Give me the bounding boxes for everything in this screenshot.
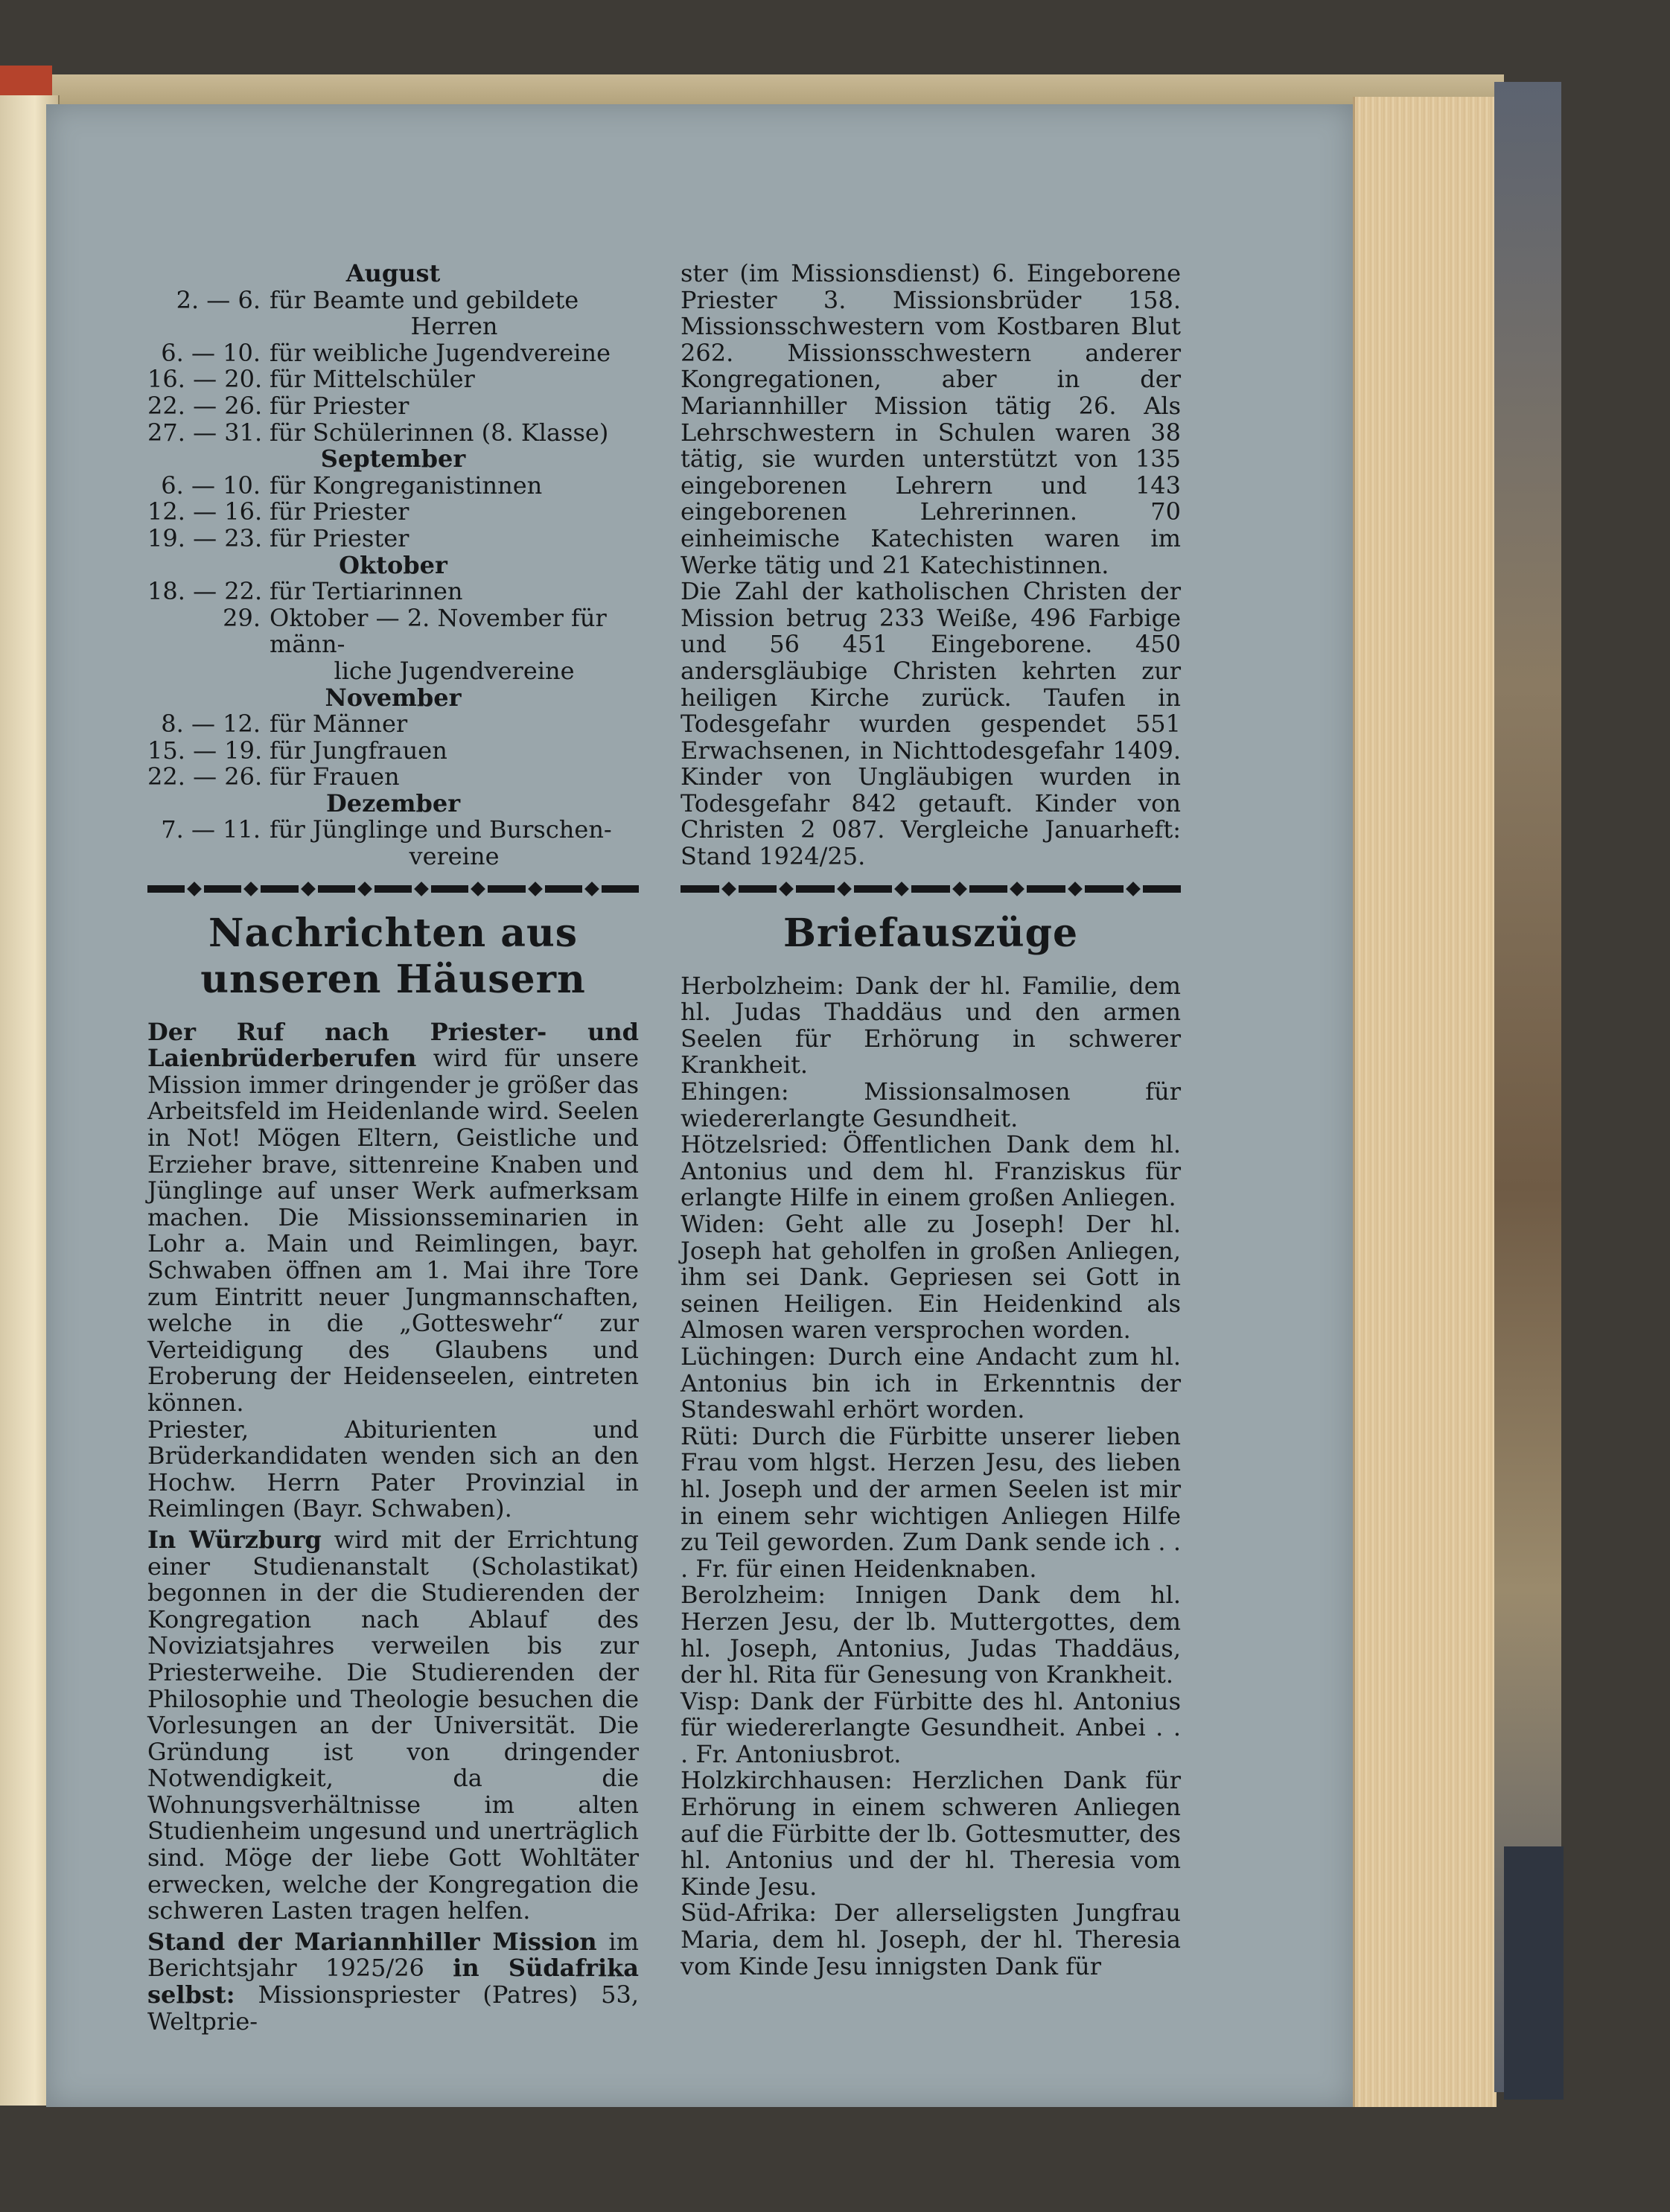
event-date: 16. — 20.	[147, 365, 263, 394]
marbled-cover	[1494, 82, 1561, 2092]
event-text: für Jungfrauen	[270, 736, 447, 765]
paragraph-lead: Der Ruf nach Priester- und Laienbrüderberufen	[147, 1017, 639, 1073]
paragraph-text: wird mit der Errichtung einer Studienanstalt (Scholastikat) begonnen in der die Studierenden der Kongregation nach Ablauf des Noviziatsjahres verweilen bis zur Priesterweihe. Die Studierenden der Philosophie und Theologie besuchen die Vorlesungen an der Universität. Die Gründung ist von dringender Notwendigkeit, da die Wohnungsverhältnisse im alten Studienheim ungesund und unerträglich sind. Möge der liebe Gott Wohltäter erwecken, welche der Kongregation die schweren Lasten tragen helfen.	[147, 1525, 639, 1925]
event-text: Oktober — 2. November für männ-	[270, 603, 607, 659]
event-date: 27. — 31.	[147, 418, 263, 447]
event-row	[147, 523, 639, 552]
right-column	[681, 261, 1181, 1980]
left-column	[147, 261, 639, 2035]
event-date: 7. — 11.	[161, 815, 261, 844]
event-text: für Priester	[270, 497, 409, 526]
event-row	[147, 340, 639, 367]
paragraph-lead: Stand der Mariannhiller Mission	[147, 1927, 597, 1956]
paragraph-text: wird für unsere Mission immer dringender je größer das Arbeitsfeld im Heidenlande wird. Seelen in Not! Mögen Eltern, Geistliche und Erzieher brave, sittenreine Knaben und Jünglinge auf unser Werk aufmerksam machen. Die Missionsseminarien in Lohr a. Main und Reimlingen, bayr. Schwaben öffnen am 1. Mai ihre Tore zum Eintritt neuer Jungmannschaften, welche in die „Gotteswehr“ zur Verteidigung des Glaubens und Eroberung der Heidenseelen, eintreten können.	[147, 1044, 639, 1417]
event-date: 29.	[223, 603, 261, 632]
event-text: für Beamte und gebildete	[270, 285, 579, 314]
paragraph	[147, 1929, 639, 2035]
event-text-cont: vereine	[409, 842, 500, 871]
event-text: für Jünglinge und Burschen-	[270, 815, 612, 844]
letter-entry: Rüti: Durch die Fürbitte unserer lieben Frau vom hlgst. Herzen Jesu, des lieben hl. Joseph und der armen Seelen ist mir in einem sehr wichtigen Anliegen Hilfe zu Teil geworden. Zum Dank sende ich . . . Fr. für einen Heidenknaben.	[681, 1421, 1181, 1583]
event-row	[147, 473, 639, 500]
event-row	[147, 420, 639, 447]
letter-entry: Süd-Afrika: Der allerseligsten Jungfrau Maria, dem hl. Joseph, der hl. Theresia vom Kinde Jesu innigsten Dank für	[681, 1899, 1181, 1980]
letter-entry: Lüchingen: Durch eine Andacht zum hl. Antonius bin ich in Erkenntnis der Standeswahl erhört worden.	[681, 1342, 1181, 1424]
letter-entry: Holzkirchhausen: Herzlichen Dank für Erhörung in einem schweren Anliegen auf die Fürbitte der lb. Gottesmutter, des hl. Antonius und der hl. Theresia vom Kinde Jesu.	[681, 1766, 1181, 1901]
event-date: 15. — 19.	[147, 736, 263, 765]
event-text: für Tertiarinnen	[270, 577, 463, 606]
event-row	[147, 393, 639, 420]
paragraph-text: im Berichtsjahr 1925/26	[147, 1927, 640, 1983]
section-heading: Nachrichten aus unseren Häusern	[200, 910, 586, 1002]
ornamental-divider	[681, 881, 1181, 897]
event-row	[147, 738, 639, 765]
month-heading: August	[345, 259, 441, 287]
event-row	[147, 711, 639, 738]
letter-entry: Ehingen: Missionsalmosen für wiedererlangte Gesundheit.	[681, 1077, 1181, 1132]
paragraph-lead: In Würzburg	[147, 1525, 322, 1554]
paragraph-lead-2: in Südafrika selbst:	[147, 1954, 639, 2009]
event-row	[147, 499, 639, 526]
paragraph: ster (im Missionsdienst) 6. Eingeborene Priester 3. Missionsbrüder 158. Missionsschwestern vom Kostbaren Blut 262. Missionsschwestern anderer Kongregationen, aber in der Mariannhiller Mission tätig 26. Als Lehrschwestern in Schulen waren 38 tätig, sie wurden unterstützt von 135 eingeborenen Lehrern und 143 eingeborenen Lehrerinnen. 70 einheimische Katechisten waren im Werke tätig und 21 Katechistinnen.	[681, 259, 1181, 579]
event-row	[147, 579, 639, 605]
event-text: für Frauen	[270, 762, 400, 791]
cover-corner	[1504, 1846, 1564, 2100]
event-date: 6. — 10.	[161, 338, 261, 367]
event-date: 6. — 10.	[161, 471, 261, 500]
month-heading: Dezember	[325, 788, 461, 817]
event-row	[147, 764, 639, 791]
ornamental-divider	[147, 881, 639, 897]
event-text: für Mittelschüler	[270, 365, 475, 394]
event-text: für Schülerinnen (8. Klasse)	[270, 418, 609, 447]
letter-entry: Hötzelsried: Öffentlichen Dank dem hl. Antonius und dem hl. Franziskus für erlangte Hilfe in einem großen Anliegen.	[681, 1130, 1181, 1212]
letter-entry: Widen: Geht alle zu Joseph! Der hl. Joseph hat geholfen in großen Anliegen, ihm sei Dank. Gepriesen sei Gott in seinen Heiligen. Ein Heidenkind als Almosen waren versprochen worden.	[681, 1210, 1181, 1345]
paragraph	[147, 1527, 639, 1925]
event-date: 12. — 16.	[147, 497, 263, 526]
paragraph: Die Zahl der katholischen Christen der Mission betrug 233 Weiße, 496 Farbige und 56 451 Eingeborene. 450 andersgläubige Christen kehrten zur heiligen Kirche zurück. Taufen in Todesgefahr wurden gespendet 551 Erwachsenen, in Nichttodesgefahr 1409. Kinder von Ungläubigen wurden in Todesgefahr 842 getauft. Kinder von Christen 2 087. Vergleiche Januarheft: Stand 1924/25.	[681, 577, 1181, 871]
event-date: 22. — 26.	[147, 762, 263, 791]
paragraph-text-2: Missionspriester (Patres) 53, Weltprie-	[147, 1980, 639, 2036]
event-row	[147, 817, 639, 870]
page-block-edge	[1353, 97, 1497, 2107]
event-row	[147, 605, 639, 685]
event-date: 19. — 23.	[147, 523, 263, 552]
event-text: für weibliche Jugendvereine	[270, 338, 611, 367]
event-date: 22. — 26.	[147, 391, 263, 420]
section-heading: Briefauszüge	[783, 910, 1079, 956]
month-heading: Oktober	[339, 550, 447, 579]
paragraph: Priester, Abiturienten und Brüderkandidaten wenden sich an den Hochw. Herrn Pater Provinzial in Reimlingen (Bayr. Schwaben).	[147, 1415, 639, 1523]
event-text-cont: Herren	[410, 312, 498, 341]
event-date: 18. — 22.	[147, 577, 263, 606]
event-row	[147, 366, 639, 393]
event-row	[147, 287, 639, 340]
month-heading: November	[325, 683, 462, 712]
letter-entry: Berolzheim: Innigen Dank dem hl. Herzen Jesu, der lb. Muttergottes, dem hl. Joseph, Antonius, Judas Thaddäus, der hl. Rita für Genesung von Krankheit.	[681, 1581, 1181, 1689]
event-text-cont: liche Jugendvereine	[334, 656, 575, 685]
event-date: 8. — 12.	[161, 710, 261, 739]
event-text: für Männer	[270, 710, 408, 739]
headband	[0, 66, 52, 95]
event-text: für Kongreganistinnen	[270, 471, 543, 500]
event-text: für Priester	[270, 523, 409, 552]
letter-entry: Herbolzheim: Dank der hl. Familie, dem hl. Judas Thaddäus und den armen Seelen für Erhörung in schwerer Krankheit.	[681, 971, 1181, 1080]
event-date: 2. — 6.	[176, 285, 261, 314]
paragraph	[147, 1019, 639, 1417]
letter-entry: Visp: Dank der Fürbitte des hl. Antonius für wiedererlangte Gesundheit. Anbei . . . Fr. Antoniusbrot.	[681, 1686, 1181, 1768]
event-text: für Priester	[270, 391, 409, 420]
month-heading: September	[320, 444, 466, 474]
